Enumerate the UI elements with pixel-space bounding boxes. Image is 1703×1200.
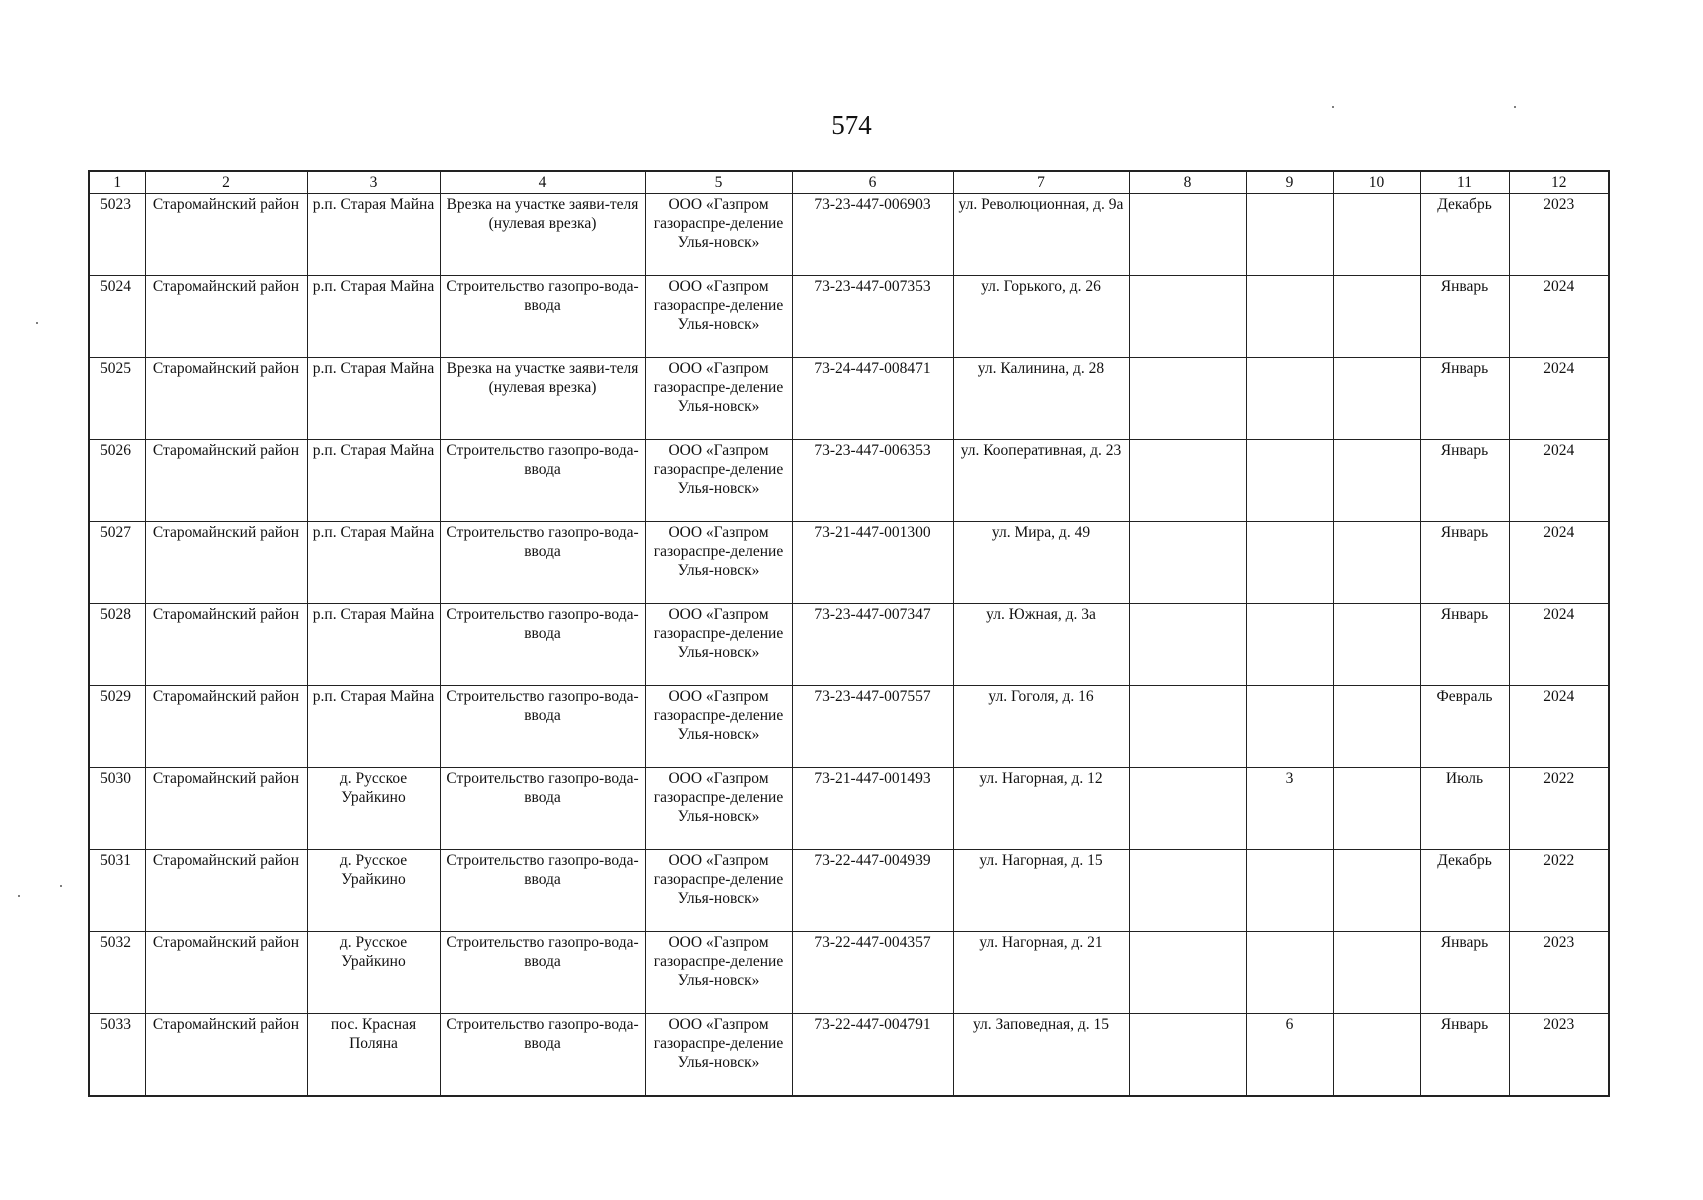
table-cell-col-3: р.п. Старая Майна	[307, 276, 440, 358]
table-cell-col-8	[1129, 932, 1246, 1014]
column-header-7: 7	[953, 171, 1129, 194]
table-cell-col-12: 2024	[1509, 440, 1609, 522]
table-cell-col-12: 2023	[1509, 932, 1609, 1014]
table-cell-col-10	[1333, 686, 1420, 768]
table-cell-col-1: 5029	[89, 686, 145, 768]
table-cell-col-2: Старомайнский район	[145, 358, 307, 440]
table-cell-col-8	[1129, 850, 1246, 932]
table-cell-col-5: ООО «Газпром газораспре-деление Улья-новск»	[645, 850, 792, 932]
table-cell-col-10	[1333, 276, 1420, 358]
table-cell-col-2: Старомайнский район	[145, 1014, 307, 1096]
table-cell-col-12: 2024	[1509, 604, 1609, 686]
table-cell-col-10	[1333, 932, 1420, 1014]
table-cell-col-8	[1129, 276, 1246, 358]
table-cell-col-11: Январь	[1420, 440, 1509, 522]
table-cell-col-11: Июль	[1420, 768, 1509, 850]
table-row	[89, 768, 1609, 850]
table-cell-col-12: 2024	[1509, 686, 1609, 768]
table-cell-col-1: 5028	[89, 604, 145, 686]
table-cell-col-4: Строительство газопро-вода-ввода	[440, 1014, 645, 1096]
table-body	[89, 194, 1609, 1096]
table-row	[89, 850, 1609, 932]
table-cell-col-11: Январь	[1420, 932, 1509, 1014]
header-row	[89, 171, 1609, 194]
table-cell-col-6: 73-21-447-001493	[792, 768, 953, 850]
column-header-9: 9	[1246, 171, 1333, 194]
table-cell-col-9	[1246, 194, 1333, 276]
table-cell-col-11: Декабрь	[1420, 850, 1509, 932]
column-header-11: 11	[1420, 171, 1509, 194]
table-cell-col-5: ООО «Газпром газораспре-деление Улья-новск»	[645, 522, 792, 604]
table-cell-col-4: Врезка на участке заяви-теля (нулевая врезка)	[440, 194, 645, 276]
column-header-5: 5	[645, 171, 792, 194]
table-cell-col-12: 2022	[1509, 768, 1609, 850]
column-header-6: 6	[792, 171, 953, 194]
table-cell-col-12: 2024	[1509, 522, 1609, 604]
table-cell-col-1: 5023	[89, 194, 145, 276]
table-cell-col-5: ООО «Газпром газораспре-деление Улья-новск»	[645, 194, 792, 276]
objects-table	[88, 170, 1610, 1097]
table-cell-col-10	[1333, 194, 1420, 276]
table-cell-col-9	[1246, 604, 1333, 686]
table-cell-col-2: Старомайнский район	[145, 440, 307, 522]
table-row	[89, 358, 1609, 440]
table-cell-col-10	[1333, 768, 1420, 850]
column-header-3: 3	[307, 171, 440, 194]
table-cell-col-7: ул. Заповедная, д. 15	[953, 1014, 1129, 1096]
table-cell-col-10	[1333, 604, 1420, 686]
table-cell-col-1: 5026	[89, 440, 145, 522]
table-cell-col-6: 73-21-447-001300	[792, 522, 953, 604]
table-cell-col-9	[1246, 932, 1333, 1014]
column-header-12: 12	[1509, 171, 1609, 194]
table-cell-col-2: Старомайнский район	[145, 768, 307, 850]
table-cell-col-4: Врезка на участке заяви-теля (нулевая врезка)	[440, 358, 645, 440]
table-cell-col-9	[1246, 276, 1333, 358]
table-cell-col-7: ул. Нагорная, д. 15	[953, 850, 1129, 932]
table-cell-col-9: 6	[1246, 1014, 1333, 1096]
table-cell-col-3: д. Русское Урайкино	[307, 932, 440, 1014]
table-cell-col-7: ул. Калинина, д. 28	[953, 358, 1129, 440]
table-cell-col-1: 5030	[89, 768, 145, 850]
table-cell-col-6: 73-22-447-004939	[792, 850, 953, 932]
page-number: 574	[831, 110, 872, 140]
table-cell-col-2: Старомайнский район	[145, 276, 307, 358]
table-cell-col-4: Строительство газопро-вода-ввода	[440, 768, 645, 850]
table-cell-col-2: Старомайнский район	[145, 850, 307, 932]
table-cell-col-1: 5032	[89, 932, 145, 1014]
table-cell-col-12: 2024	[1509, 276, 1609, 358]
table-cell-col-4: Строительство газопро-вода-ввода	[440, 276, 645, 358]
table-cell-col-7: ул. Гоголя, д. 16	[953, 686, 1129, 768]
table-cell-col-9	[1246, 686, 1333, 768]
table-cell-col-11: Январь	[1420, 522, 1509, 604]
table-cell-col-10	[1333, 522, 1420, 604]
table-cell-col-4: Строительство газопро-вода-ввода	[440, 522, 645, 604]
table-cell-col-12: 2022	[1509, 850, 1609, 932]
table-cell-col-6: 73-24-447-008471	[792, 358, 953, 440]
table-cell-col-6: 73-22-447-004791	[792, 1014, 953, 1096]
table-cell-col-3: пос. Красная Поляна	[307, 1014, 440, 1096]
table-row	[89, 276, 1609, 358]
table-cell-col-7: ул. Горького, д. 26	[953, 276, 1129, 358]
table-cell-col-1: 5024	[89, 276, 145, 358]
table-cell-col-8	[1129, 604, 1246, 686]
table-cell-col-8	[1129, 194, 1246, 276]
table-cell-col-5: ООО «Газпром газораспре-деление Улья-новск»	[645, 932, 792, 1014]
scan-speck	[60, 885, 62, 887]
column-header-4: 4	[440, 171, 645, 194]
table-row	[89, 194, 1609, 276]
table-cell-col-3: р.п. Старая Майна	[307, 194, 440, 276]
table-cell-col-7: ул. Мира, д. 49	[953, 522, 1129, 604]
table-cell-col-10	[1333, 440, 1420, 522]
table-cell-col-11: Январь	[1420, 276, 1509, 358]
column-header-1: 1	[89, 171, 145, 194]
table-cell-col-8	[1129, 522, 1246, 604]
scan-speck	[1514, 106, 1516, 108]
table-cell-col-12: 2023	[1509, 1014, 1609, 1096]
scan-speck	[1332, 106, 1334, 108]
table-cell-col-7: ул. Революционная, д. 9а	[953, 194, 1129, 276]
table-cell-col-8	[1129, 440, 1246, 522]
column-header-10: 10	[1333, 171, 1420, 194]
table-cell-col-3: р.п. Старая Майна	[307, 604, 440, 686]
table-cell-col-7: ул. Кооперативная, д. 23	[953, 440, 1129, 522]
scan-speck	[36, 322, 38, 324]
table-cell-col-2: Старомайнский район	[145, 522, 307, 604]
table-cell-col-5: ООО «Газпром газораспре-деление Улья-новск»	[645, 276, 792, 358]
table-cell-col-5: ООО «Газпром газораспре-деление Улья-новск»	[645, 604, 792, 686]
table-cell-col-3: д. Русское Урайкино	[307, 850, 440, 932]
table-cell-col-7: ул. Нагорная, д. 21	[953, 932, 1129, 1014]
table-cell-col-12: 2023	[1509, 194, 1609, 276]
table-cell-col-11: Февраль	[1420, 686, 1509, 768]
column-header-8: 8	[1129, 171, 1246, 194]
table-cell-col-1: 5025	[89, 358, 145, 440]
table-cell-col-8	[1129, 358, 1246, 440]
table-cell-col-4: Строительство газопро-вода-ввода	[440, 850, 645, 932]
table-row	[89, 440, 1609, 522]
table-cell-col-1: 5027	[89, 522, 145, 604]
table-row	[89, 604, 1609, 686]
table-cell-col-9	[1246, 358, 1333, 440]
table-cell-col-6: 73-23-447-007557	[792, 686, 953, 768]
table-row	[89, 932, 1609, 1014]
table-cell-col-11: Январь	[1420, 1014, 1509, 1096]
table-cell-col-3: р.п. Старая Майна	[307, 522, 440, 604]
table-cell-col-6: 73-23-447-006903	[792, 194, 953, 276]
table-cell-col-1: 5033	[89, 1014, 145, 1096]
table-cell-col-2: Старомайнский район	[145, 932, 307, 1014]
table-cell-col-8	[1129, 768, 1246, 850]
table-cell-col-3: р.п. Старая Майна	[307, 358, 440, 440]
table-cell-col-10	[1333, 358, 1420, 440]
table-row	[89, 1014, 1609, 1096]
table-cell-col-4: Строительство газопро-вода-ввода	[440, 604, 645, 686]
table-cell-col-6: 73-22-447-004357	[792, 932, 953, 1014]
table-cell-col-11: Январь	[1420, 358, 1509, 440]
document-table-wrapper	[88, 170, 1608, 1097]
table-cell-col-5: ООО «Газпром газораспре-деление Улья-новск»	[645, 358, 792, 440]
table-cell-col-8	[1129, 1014, 1246, 1096]
table-cell-col-3: р.п. Старая Майна	[307, 686, 440, 768]
table-cell-col-5: ООО «Газпром газораспре-деление Улья-новск»	[645, 440, 792, 522]
table-cell-col-9	[1246, 522, 1333, 604]
table-cell-col-9: 3	[1246, 768, 1333, 850]
table-cell-col-2: Старомайнский район	[145, 194, 307, 276]
table-cell-col-3: д. Русское Урайкино	[307, 768, 440, 850]
table-cell-col-10	[1333, 850, 1420, 932]
table-cell-col-7: ул. Южная, д. 3а	[953, 604, 1129, 686]
table-cell-col-10	[1333, 1014, 1420, 1096]
table-cell-col-5: ООО «Газпром газораспре-деление Улья-новск»	[645, 686, 792, 768]
table-cell-col-3: р.п. Старая Майна	[307, 440, 440, 522]
table-row	[89, 686, 1609, 768]
table-cell-col-11: Январь	[1420, 604, 1509, 686]
table-cell-col-8	[1129, 686, 1246, 768]
table-cell-col-6: 73-23-447-007353	[792, 276, 953, 358]
table-cell-col-9	[1246, 440, 1333, 522]
scan-speck	[18, 895, 20, 897]
table-cell-col-4: Строительство газопро-вода-ввода	[440, 440, 645, 522]
table-cell-col-9	[1246, 850, 1333, 932]
table-cell-col-6: 73-23-447-007347	[792, 604, 953, 686]
table-cell-col-5: ООО «Газпром газораспре-деление Улья-новск»	[645, 1014, 792, 1096]
table-cell-col-11: Декабрь	[1420, 194, 1509, 276]
table-cell-col-7: ул. Нагорная, д. 12	[953, 768, 1129, 850]
column-header-2: 2	[145, 171, 307, 194]
table-cell-col-4: Строительство газопро-вода-ввода	[440, 686, 645, 768]
table-cell-col-6: 73-23-447-006353	[792, 440, 953, 522]
table-cell-col-2: Старомайнский район	[145, 686, 307, 768]
table-cell-col-1: 5031	[89, 850, 145, 932]
table-cell-col-4: Строительство газопро-вода-ввода	[440, 932, 645, 1014]
table-cell-col-12: 2024	[1509, 358, 1609, 440]
table-row	[89, 522, 1609, 604]
table-cell-col-2: Старомайнский район	[145, 604, 307, 686]
table-cell-col-5: ООО «Газпром газораспре-деление Улья-новск»	[645, 768, 792, 850]
